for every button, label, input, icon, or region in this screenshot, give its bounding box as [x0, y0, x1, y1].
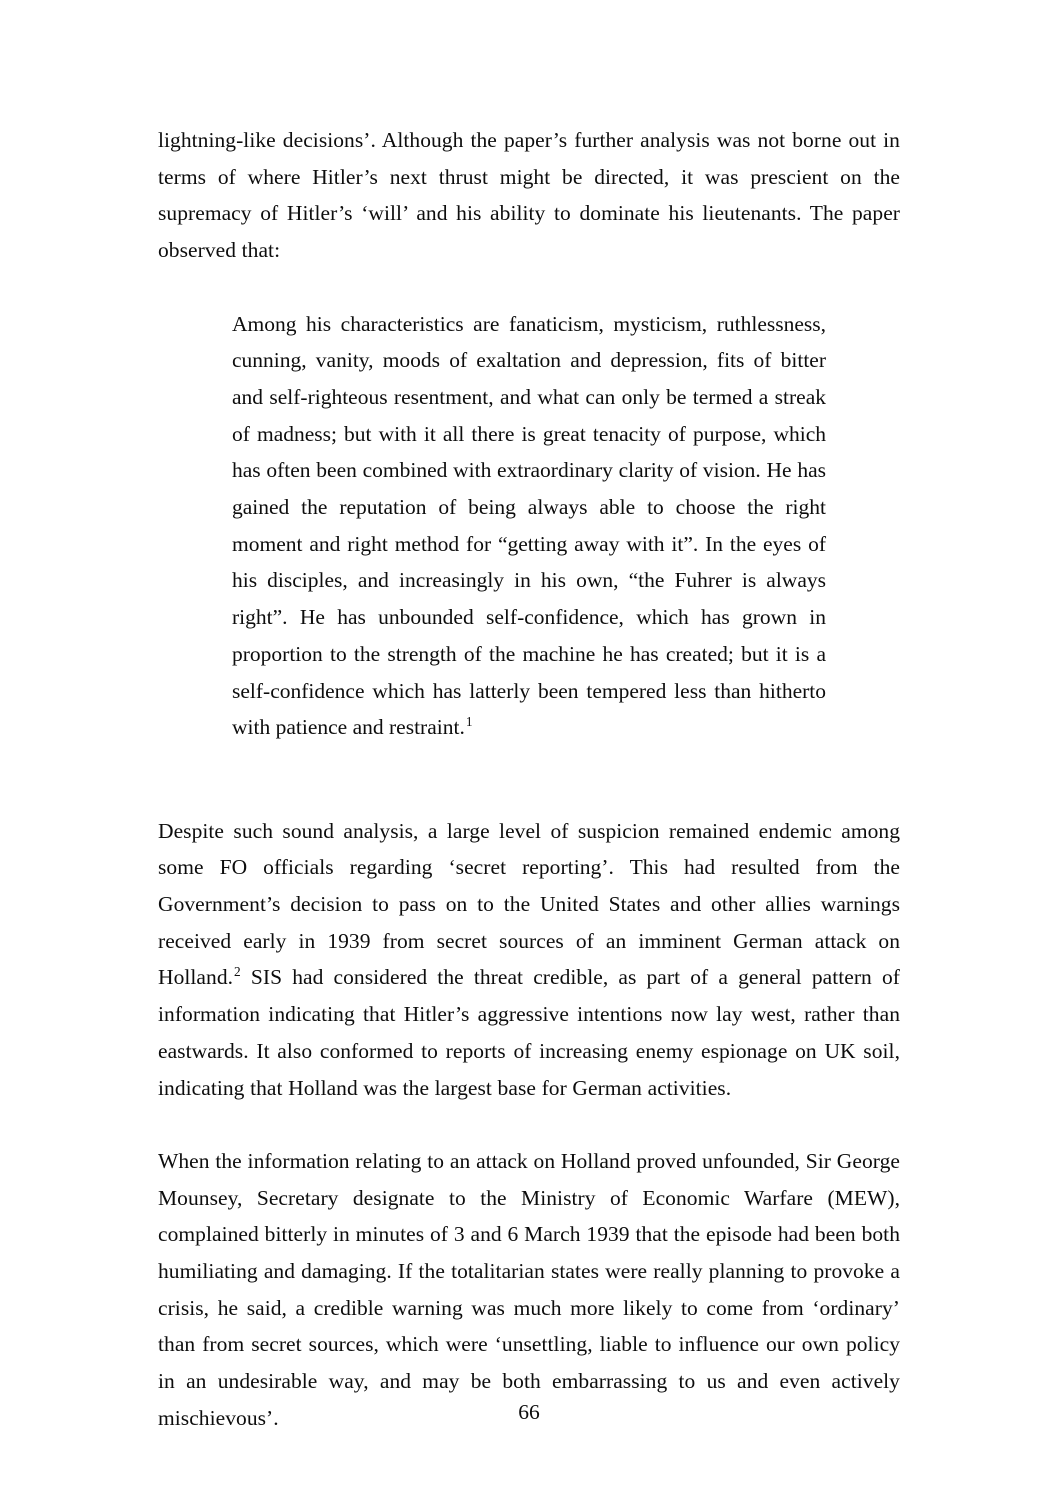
footnote-marker-2: 2 — [234, 964, 241, 980]
spacer-before-blockquote — [158, 269, 900, 306]
paragraph-suspicion-part1: Despite such sound analysis, a large level of suspicion remained endemic among some FO officials regarding ‘secret reporting’. This had resulted from the Government’s decision to pass on to the United States and other allies warnings received early in 1939 from secret sources of an imminent German attack on Holland. — [158, 818, 900, 990]
spacer-after-blockquote-extra — [158, 783, 900, 813]
paragraph-suspicion-part2: SIS had considered the threat credible, as part of a general pattern of information indicating that Hitler’s aggressive intentions now lay west, rather than eastwards. It also conformed to reports of increasing enemy espionage on UK soil, indicating that Holland was the largest base for German activities. — [158, 965, 900, 1100]
spacer-after-blockquote — [158, 746, 900, 783]
paragraph-intro: lightning-like decisions’. Although the paper’s further analysis was not borne out in terms of where Hitler’s next thrust might be directed, it was prescient on the supremacy of Hitler’s ‘will’ and his ability to dominate his lieutenants. The paper observed that: — [158, 128, 900, 263]
blockquote-text — [232, 306, 826, 746]
paragraph-suspicion — [158, 813, 900, 1107]
blockquote-body: Among his characteristics are fanaticism, mysticism, ruthlessness, cunning, vanity, moods of exaltation and depression, fits of bitter and self-righteous resentment, and what can only be termed a streak of madness; but with it all there is great tenacity of purpose, which has often been combined with extraordinary clarity of vision. He has gained the reputation of being always able to choose the right moment and right method for “getting away with it”. In the eyes of his disciples, and increasingly in his own, “the Fuhrer is always right”. He has unbounded self-confidence, which has grown in proportion to the strength of the machine he has created; but it is a self-confidence which has latterly been tempered less than hitherto with patience and restraint. — [232, 311, 826, 740]
page-content — [158, 122, 900, 1437]
spacer-before-final-paragraph — [158, 1106, 900, 1143]
footnote-marker-1: 1 — [465, 714, 473, 730]
page-number: 66 — [518, 1400, 540, 1424]
blockquote-hitler-characteristics — [232, 306, 826, 746]
paragraph-mounsey: When the information relating to an attack on Holland proved unfounded, Sir George Mounsey, Secretary designate to the Ministry of Economic Warfare (MEW), complained bitterly in minutes of 3 and 6 March 1939 that the episode had been both humiliating and damaging. If the totalitarian states were really planning to provoke a crisis, he said, a credible warning was much more likely to come from ‘ordinary’ than from secret sources, which were ‘unsettling, liable to influence our own policy in an undesirable way, and may be both embarrassing to us and even actively mischievous’. — [158, 1148, 900, 1430]
